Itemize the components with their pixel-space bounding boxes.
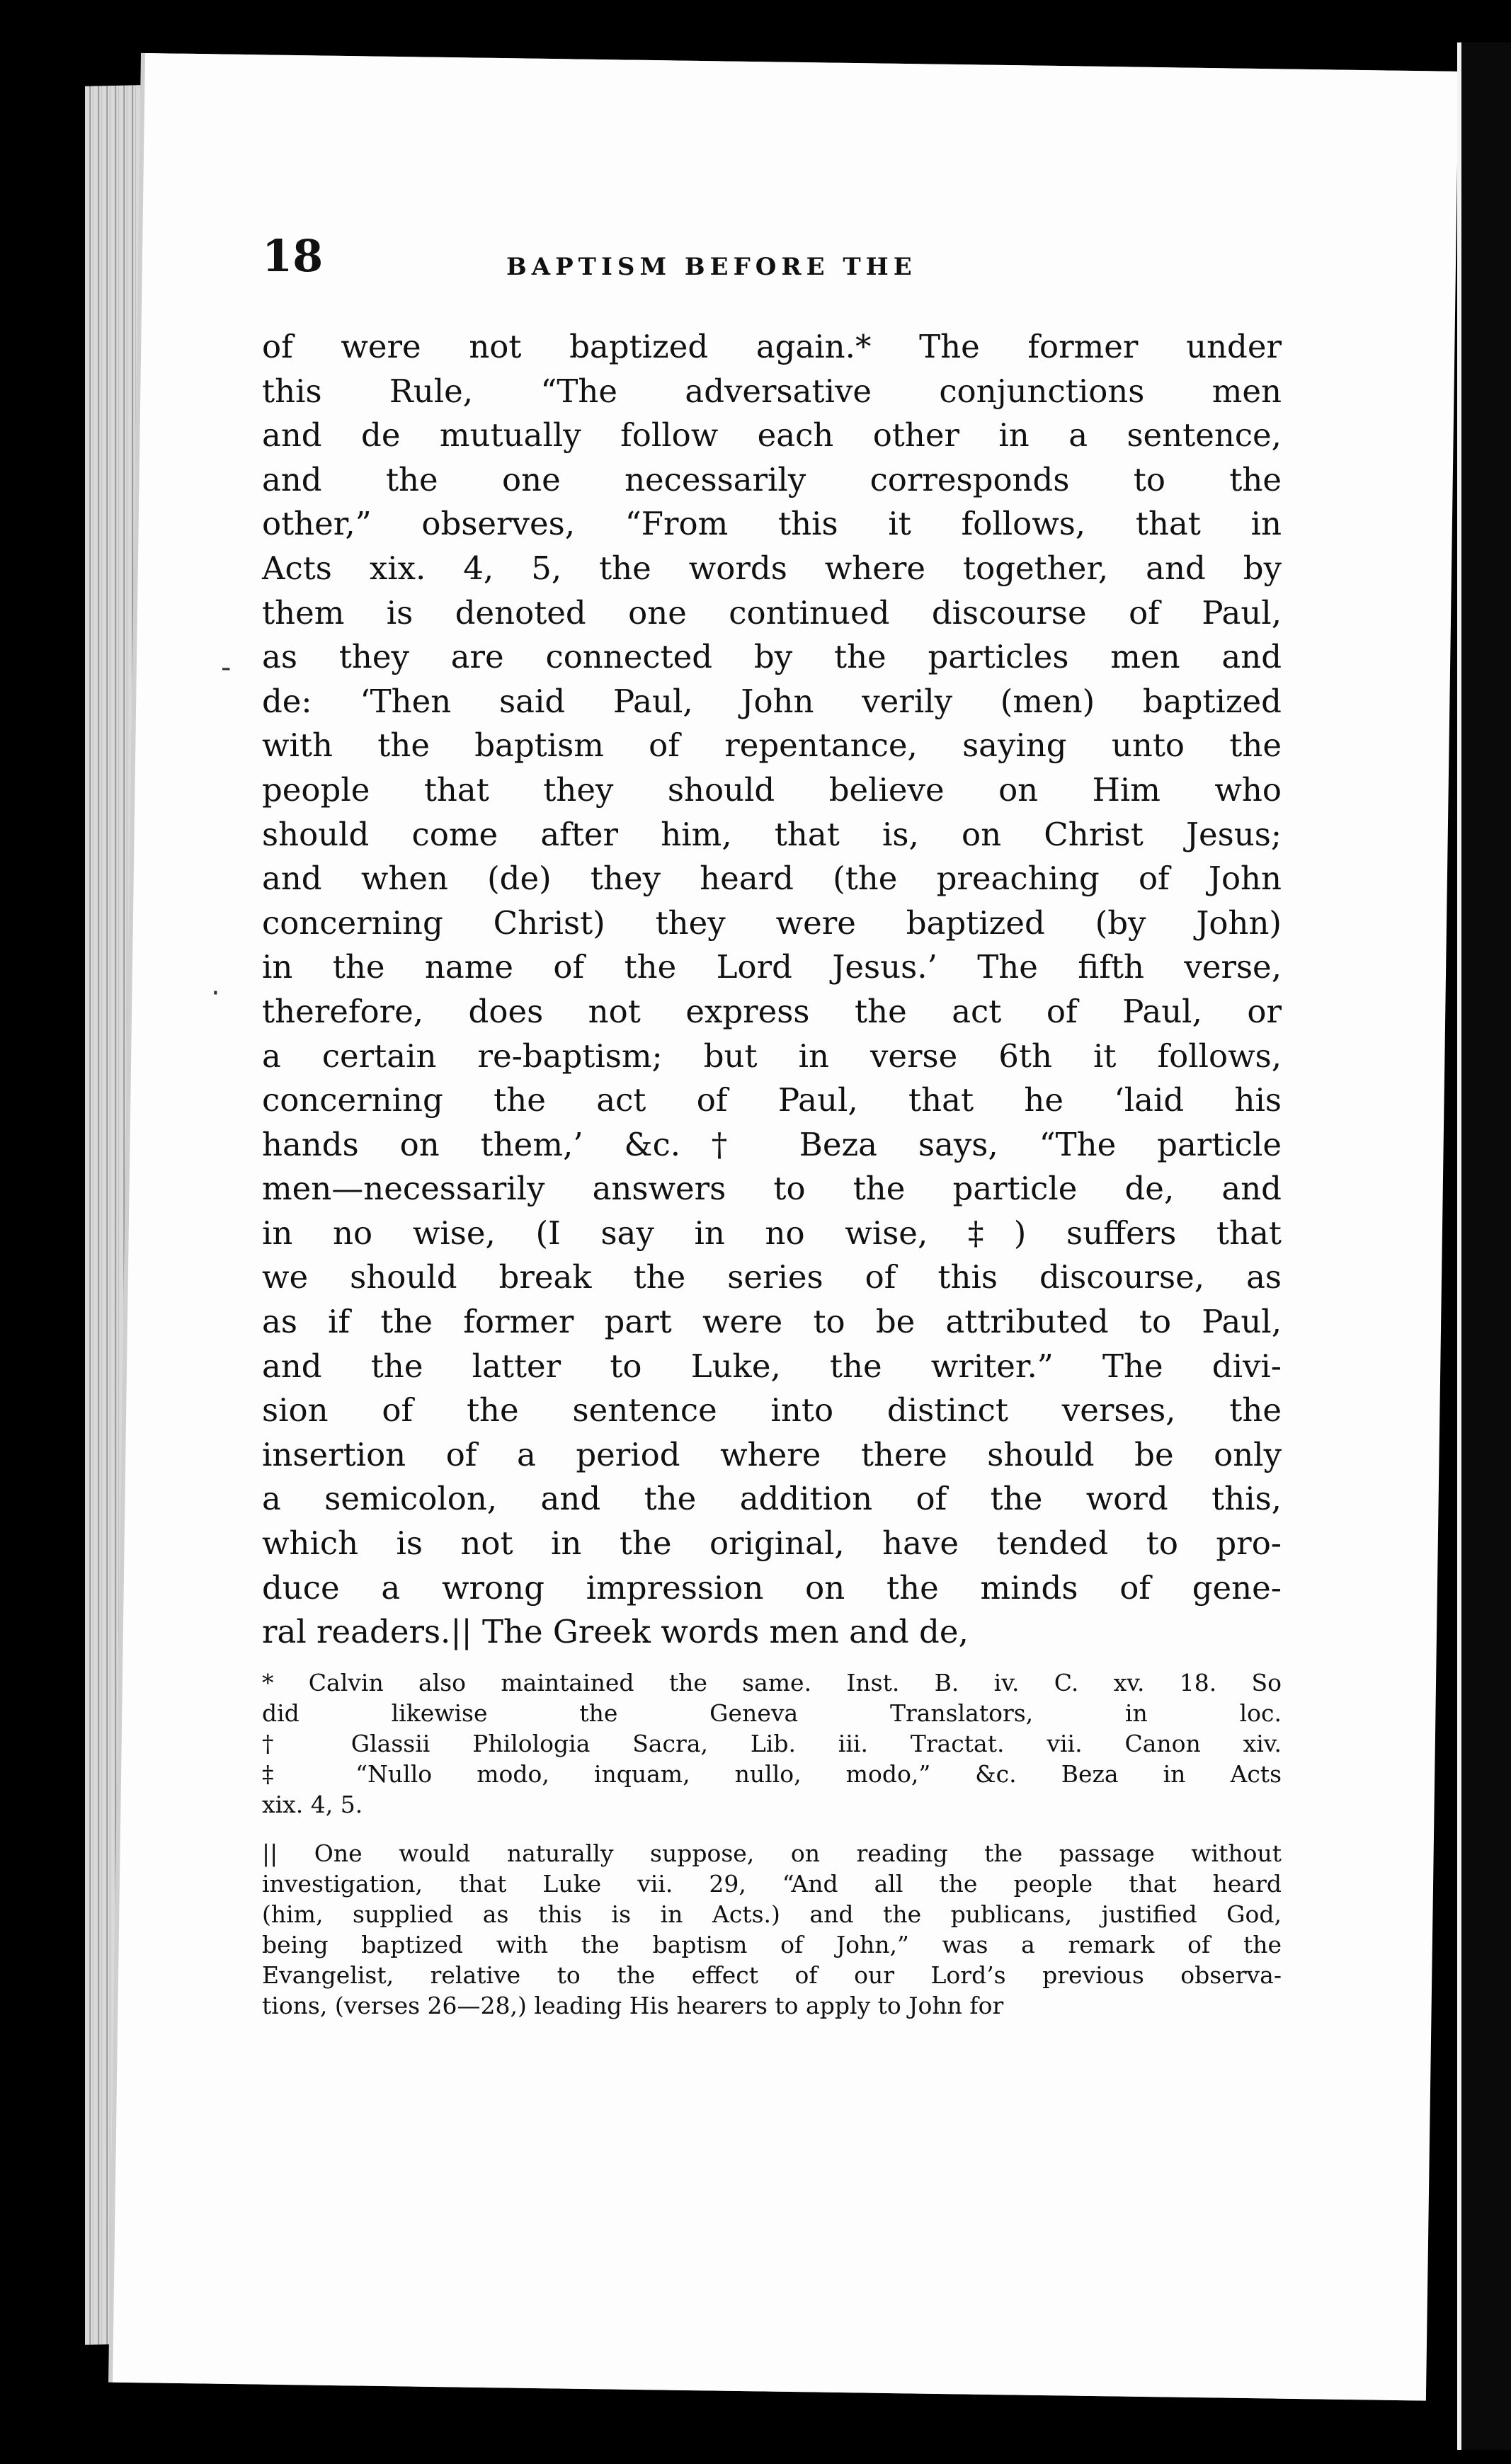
body-text-line: sion of the sentence into distinct verses, the [262,1391,1282,1430]
body-text [262,325,1282,1655]
body-text-line: in the name of the Lord Jesus.’ The fifth verse, [262,948,1282,986]
footnote-line: Evangelist, relative to the effect of our Lord’s previous observa- [262,1961,1282,1989]
footnote-line: || One would naturally suppose, on reading the passage without [262,1839,1282,1867]
body-text-line: a semicolon, and the addition of the word this, [262,1480,1282,1518]
page-number: 18 [262,230,324,282]
body-text-line: concerning the act of Paul, that he ‘laid his [262,1081,1282,1119]
body-text-line: in no wise, (I say in no wise, ‡) suffers that [262,1214,1282,1252]
footnote-line: xix. 4, 5. [262,1790,363,1818]
footnote-line: † Glassii Philologia Sacra, Lib. iii. Tractat. vii. Canon xiv. [262,1729,1282,1757]
footnote-line: ‡ “Nullo modo, inquam, nullo, modo,” &c. Beza in Acts [262,1759,1282,1788]
body-text-line: de: ‘Then said Paul, John verily (men) baptized [262,682,1282,720]
body-text-line: Acts xix. 4, 5, the words where together, and by [262,549,1282,587]
body-text-line: men—necessarily answers to the particle de, and [262,1170,1282,1208]
footnote-line: tions, (verses 26—28,) leading His hearers to apply to John for [262,1991,1004,2019]
running-head [262,230,1282,308]
body-text-line: which is not in the original, have tended to pro- [262,1524,1282,1563]
body-text-line: and the one necessarily corresponds to the [262,460,1282,498]
body-text-line: insertion of a period where there should be only [262,1435,1282,1473]
body-text-line: them is denoted one continued discourse of Paul, [262,593,1282,632]
body-text-line: other,” observes, “From this it follows, that in [262,505,1282,543]
body-text-line: hands on them,’ &c.† Beza says, “The particle [262,1125,1282,1163]
footnotes-group-top [262,1667,1282,1820]
footnote-line: * Calvin also maintained the same. Inst. B. iv. C. xv. 18. So [262,1668,1282,1696]
body-text-line: people that they should believe on Him who [262,770,1282,809]
footnote-spacer [262,1820,1282,1838]
footnote-line: did likewise the Geneva Translators, in loc. [262,1699,1282,1727]
body-text-line: a certain re-baptism; but in verse 6th it follows, [262,1037,1282,1075]
body-text-line: as if the former part were to be attributed to Paul, [262,1303,1282,1341]
body-text-line: should come after him, that is, on Christ Jesus; [262,815,1282,853]
body-text-line: duce a wrong impression on the minds of gene- [262,1568,1282,1607]
footnote-line: investigation, that Luke vii. 29, “And all the people that heard [262,1869,1282,1898]
running-head-title: BAPTISM BEFORE THE [506,253,917,281]
body-text-line: of were not baptized again.* The former under [262,328,1282,365]
margin-dot-mark: · [211,977,220,1010]
page-content [262,230,1282,2021]
footnotes [262,1667,1282,2021]
body-text-line: as they are connected by the particles men and [262,638,1282,676]
footnote-line: being baptized with the baptism of John,” was a remark of the [262,1930,1282,1958]
margin-dash-mark: ‑ [221,651,232,684]
footnotes-group-bottom [262,1838,1282,2021]
body-text-line: and the latter to Luke, the writer.” The divi- [262,1347,1282,1385]
body-text-line: and de mutually follow each other in a sentence, [262,416,1282,455]
body-text-line: concerning Christ) they were baptized (by John) [262,903,1282,942]
footnote-line: (him, supplied as this is in Acts.) and the publicans, justified God, [262,1900,1282,1928]
body-text-line: and when (de) they heard (the preaching of John [262,860,1282,898]
body-text-line: this Rule, “The adversative conjunctions men [262,372,1282,410]
binding-edge [1457,42,1511,2450]
body-text-line: we should break the series of this discourse, as [262,1258,1282,1296]
body-text-line: ral readers.|| The Greek words men and de, [262,1613,969,1651]
body-text-line: with the baptism of repentance, saying unto the [262,726,1282,765]
body-text-line: therefore, does not express the act of Paul, or [262,992,1282,1030]
